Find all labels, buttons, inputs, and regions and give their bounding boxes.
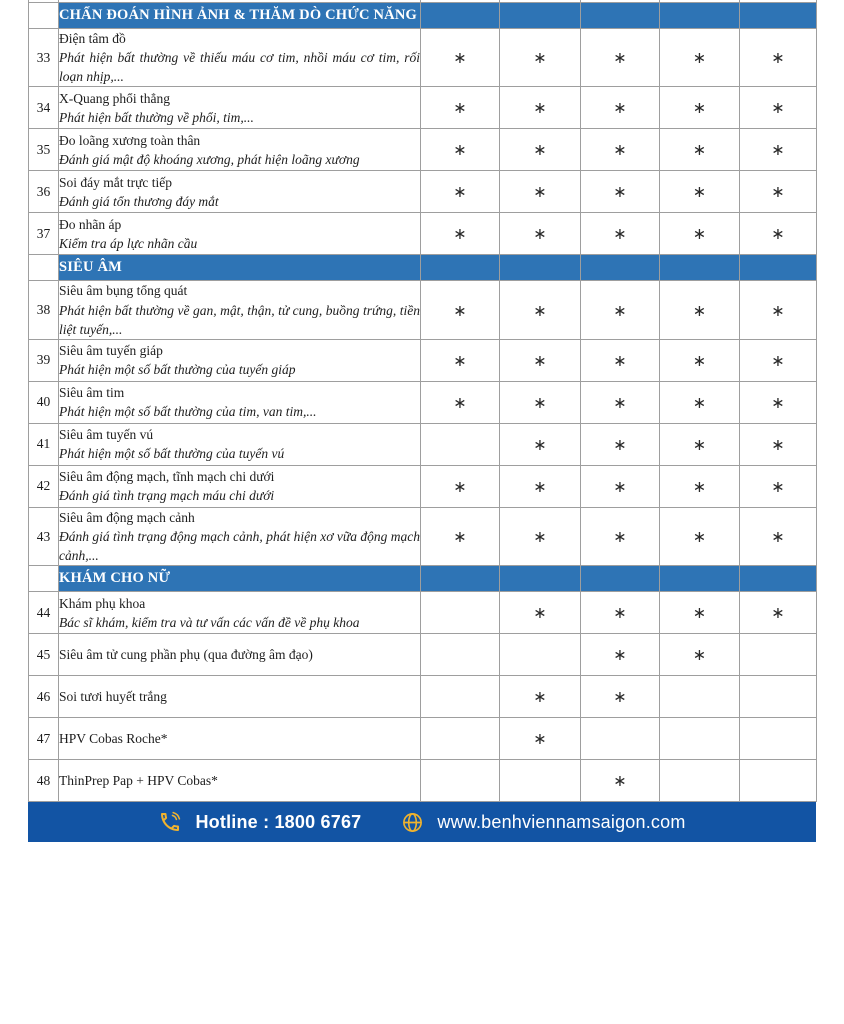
- section-header-row: [29, 255, 817, 281]
- service-description-cell: [59, 381, 421, 423]
- included-asterisk: ∗: [692, 182, 707, 202]
- service-name: HPV Cobas Roche*: [59, 731, 168, 747]
- section-fill-cell: [421, 3, 500, 29]
- package-included-mark-cell: [581, 339, 660, 381]
- package-included-mark-cell: [581, 281, 660, 339]
- package-included-mark-cell: [421, 129, 500, 171]
- package-empty-cell: [421, 592, 500, 634]
- package-included-mark-cell: [500, 339, 581, 381]
- package-included-mark-cell: [740, 281, 817, 339]
- included-asterisk: ∗: [692, 98, 707, 118]
- service-description-cell: [59, 592, 421, 634]
- included-asterisk: ∗: [613, 98, 627, 118]
- section-number-blank-cell: [29, 566, 59, 592]
- package-included-mark-cell: [660, 281, 740, 339]
- included-asterisk: ∗: [771, 392, 785, 412]
- included-asterisk: ∗: [692, 527, 707, 547]
- package-included-mark-cell: [660, 634, 740, 676]
- package-included-mark-cell: [500, 281, 581, 339]
- service-name: Siêu âm bụng tổng quát: [59, 283, 188, 299]
- included-asterisk: ∗: [533, 434, 547, 454]
- service-description-cell: [59, 339, 421, 381]
- package-included-mark-cell: [740, 465, 817, 507]
- package-included-mark-cell: [500, 29, 581, 87]
- package-included-mark-cell: [660, 507, 740, 565]
- package-included-mark-cell: [581, 592, 660, 634]
- included-asterisk: ∗: [453, 476, 467, 496]
- included-asterisk: ∗: [771, 603, 785, 623]
- section-fill-cell: [500, 3, 581, 29]
- section-header-row: [29, 566, 817, 592]
- service-description-cell: [59, 634, 421, 676]
- service-detail: Bác sĩ khám, kiểm tra và tư vấn các vấn đề về phụ khoa: [59, 614, 360, 630]
- section-fill-cell: [740, 3, 817, 29]
- package-included-mark-cell: [740, 129, 817, 171]
- included-asterisk: ∗: [453, 140, 467, 160]
- service-detail: Phát hiện một số bất thường của tim, van tim,...: [59, 404, 317, 420]
- package-included-mark-cell: [421, 281, 500, 339]
- globe-icon: [401, 811, 424, 834]
- row-number: 41: [29, 423, 59, 465]
- package-included-mark-cell: [660, 129, 740, 171]
- included-asterisk: ∗: [692, 392, 707, 412]
- package-empty-cell: [421, 760, 500, 802]
- section-fill-cell: [740, 255, 817, 281]
- included-asterisk: ∗: [453, 392, 467, 412]
- package-included-mark-cell: [660, 29, 740, 87]
- package-included-mark-cell: [500, 87, 581, 129]
- row-number: 48: [29, 760, 59, 802]
- service-row: [29, 339, 817, 381]
- included-asterisk: ∗: [771, 300, 785, 320]
- package-included-mark-cell: [581, 381, 660, 423]
- package-included-mark-cell: [581, 129, 660, 171]
- package-included-mark-cell: [581, 676, 660, 718]
- row-number: 34: [29, 87, 59, 129]
- included-asterisk: ∗: [533, 98, 547, 118]
- service-name: Siêu âm động mạch, tĩnh mạch chi dưới: [59, 469, 275, 485]
- section-fill-cell: [660, 255, 740, 281]
- included-asterisk: ∗: [613, 434, 627, 454]
- service-description-cell: [59, 676, 421, 718]
- package-included-mark-cell: [581, 213, 660, 255]
- package-included-mark-cell: [740, 171, 817, 213]
- included-asterisk: ∗: [771, 48, 785, 68]
- package-included-mark-cell: [500, 423, 581, 465]
- service-name: Đo nhãn áp: [59, 216, 122, 232]
- included-asterisk: ∗: [692, 350, 707, 370]
- package-empty-cell: [740, 676, 817, 718]
- phone-icon: [158, 810, 182, 834]
- service-detail: Phát hiện bất thường về gan, mật, thận, tử cung, buồng trứng, tiền liệt tuyến,...: [59, 302, 420, 337]
- package-included-mark-cell: [421, 507, 500, 565]
- package-empty-cell: [421, 718, 500, 760]
- hotline-text: Hotline : 1800 6767: [195, 811, 362, 832]
- service-row: [29, 129, 817, 171]
- package-empty-cell: [740, 760, 817, 802]
- package-included-mark-cell: [500, 507, 581, 565]
- row-number: 37: [29, 213, 59, 255]
- package-empty-cell: [500, 760, 581, 802]
- service-name: Siêu âm tim: [59, 385, 125, 401]
- service-row: [29, 634, 817, 676]
- service-description-cell: [59, 281, 421, 339]
- service-row: [29, 676, 817, 718]
- package-included-mark-cell: [740, 592, 817, 634]
- included-asterisk: ∗: [533, 48, 547, 68]
- included-asterisk: ∗: [692, 434, 707, 454]
- section-fill-cell: [740, 566, 817, 592]
- service-detail: Đánh giá tình trạng mạch máu chi dưới: [59, 488, 275, 504]
- service-name: Soi đáy mắt trực tiếp: [59, 174, 173, 190]
- service-row: [29, 281, 817, 339]
- package-included-mark-cell: [421, 29, 500, 87]
- included-asterisk: ∗: [613, 771, 627, 791]
- included-asterisk: ∗: [613, 687, 627, 707]
- package-included-mark-cell: [500, 129, 581, 171]
- package-included-mark-cell: [660, 423, 740, 465]
- service-row: [29, 507, 817, 565]
- included-asterisk: ∗: [533, 392, 547, 412]
- package-included-mark-cell: [581, 87, 660, 129]
- package-included-mark-cell: [581, 29, 660, 87]
- section-fill-cell: [500, 255, 581, 281]
- row-number: 40: [29, 381, 59, 423]
- package-included-mark-cell: [421, 339, 500, 381]
- included-asterisk: ∗: [453, 224, 467, 244]
- included-asterisk: ∗: [613, 350, 627, 370]
- row-number: 35: [29, 129, 59, 171]
- package-included-mark-cell: [421, 213, 500, 255]
- service-detail: Đánh giá mật độ khoáng xương, phát hiện loãng xương: [59, 151, 360, 167]
- package-empty-cell: [421, 634, 500, 676]
- service-row: [29, 592, 817, 634]
- included-asterisk: ∗: [613, 476, 627, 496]
- included-asterisk: ∗: [453, 48, 467, 68]
- service-description-cell: [59, 423, 421, 465]
- service-description-cell: [59, 718, 421, 760]
- section-fill-cell: [500, 566, 581, 592]
- package-included-mark-cell: [660, 87, 740, 129]
- package-empty-cell: [660, 676, 740, 718]
- package-included-mark-cell: [740, 423, 817, 465]
- package-included-mark-cell: [581, 507, 660, 565]
- website-text: www.benhviennamsaigon.com: [437, 811, 686, 832]
- package-included-mark-cell: [421, 381, 500, 423]
- included-asterisk: ∗: [613, 182, 627, 202]
- section-title: SIÊU ÂM: [59, 255, 421, 281]
- included-asterisk: ∗: [613, 48, 627, 68]
- service-detail: Đánh giá tình trạng động mạch cảnh, phát hiện xơ vữa động mạch cảnh,...: [59, 529, 420, 564]
- row-number: 38: [29, 281, 59, 339]
- included-asterisk: ∗: [771, 350, 785, 370]
- service-row: [29, 465, 817, 507]
- service-row: [29, 213, 817, 255]
- included-asterisk: ∗: [692, 140, 707, 160]
- package-included-mark-cell: [660, 465, 740, 507]
- section-fill-cell: [581, 3, 660, 29]
- package-included-mark-cell: [740, 29, 817, 87]
- service-description-cell: [59, 760, 421, 802]
- included-asterisk: ∗: [533, 140, 547, 160]
- row-number: 33: [29, 29, 59, 87]
- row-number: 43: [29, 507, 59, 565]
- included-asterisk: ∗: [692, 603, 707, 623]
- row-number: 44: [29, 592, 59, 634]
- service-description-cell: [59, 171, 421, 213]
- included-asterisk: ∗: [771, 434, 785, 454]
- package-empty-cell: [660, 760, 740, 802]
- service-name: Điện tâm đồ: [59, 31, 126, 46]
- included-asterisk: ∗: [692, 300, 707, 320]
- health-package-services-table: [28, 0, 817, 802]
- package-included-mark-cell: [421, 171, 500, 213]
- section-number-blank-cell: [29, 3, 59, 29]
- service-row: [29, 760, 817, 802]
- section-fill-cell: [581, 255, 660, 281]
- section-header-row: [29, 3, 817, 29]
- section-number-blank-cell: [29, 255, 59, 281]
- included-asterisk: ∗: [453, 527, 467, 547]
- service-description-cell: [59, 507, 421, 565]
- included-asterisk: ∗: [613, 527, 627, 547]
- service-row: [29, 381, 817, 423]
- package-included-mark-cell: [500, 381, 581, 423]
- section-title: CHẨN ĐOÁN HÌNH ẢNH & THĂM DÒ CHỨC NĂNG: [59, 3, 421, 29]
- service-name: ThinPrep Pap + HPV Cobas*: [59, 773, 218, 789]
- included-asterisk: ∗: [453, 182, 467, 202]
- package-included-mark-cell: [660, 381, 740, 423]
- included-asterisk: ∗: [692, 476, 707, 496]
- row-number: 45: [29, 634, 59, 676]
- package-included-mark-cell: [421, 465, 500, 507]
- included-asterisk: ∗: [453, 300, 467, 320]
- service-row: [29, 718, 817, 760]
- package-included-mark-cell: [660, 339, 740, 381]
- included-asterisk: ∗: [771, 476, 785, 496]
- section-fill-cell: [421, 255, 500, 281]
- package-included-mark-cell: [500, 465, 581, 507]
- service-name: X-Quang phổi thẳng: [59, 90, 170, 106]
- package-empty-cell: [581, 718, 660, 760]
- package-included-mark-cell: [660, 592, 740, 634]
- package-included-mark-cell: [581, 760, 660, 802]
- package-included-mark-cell: [500, 676, 581, 718]
- included-asterisk: ∗: [771, 98, 785, 118]
- included-asterisk: ∗: [453, 98, 467, 118]
- row-number: 36: [29, 171, 59, 213]
- included-asterisk: ∗: [692, 48, 707, 68]
- page-content: [28, 0, 816, 842]
- package-included-mark-cell: [581, 634, 660, 676]
- included-asterisk: ∗: [533, 476, 547, 496]
- included-asterisk: ∗: [533, 300, 547, 320]
- service-name: Siêu âm tử cung phần phụ (qua đường âm đạo): [59, 647, 313, 663]
- service-detail: Phát hiện bất thường về phổi, tim,...: [59, 109, 254, 125]
- service-detail: Phát hiện bất thường về thiếu máu cơ tim, nhồi máu cơ tim, rối loạn nhịp,...: [59, 50, 420, 85]
- service-description-cell: [59, 87, 421, 129]
- included-asterisk: ∗: [533, 224, 547, 244]
- service-row: [29, 423, 817, 465]
- section-fill-cell: [660, 3, 740, 29]
- service-detail: Phát hiện một số bất thường của tuyến vú: [59, 446, 285, 462]
- package-included-mark-cell: [421, 87, 500, 129]
- included-asterisk: ∗: [771, 182, 785, 202]
- package-empty-cell: [500, 634, 581, 676]
- service-name: Khám phụ khoa: [59, 595, 146, 611]
- included-asterisk: ∗: [613, 300, 627, 320]
- service-detail: Phát hiện một số bất thường của tuyến giáp: [59, 362, 296, 378]
- package-included-mark-cell: [500, 718, 581, 760]
- included-asterisk: ∗: [533, 729, 547, 749]
- included-asterisk: ∗: [692, 224, 707, 244]
- included-asterisk: ∗: [533, 182, 547, 202]
- included-asterisk: ∗: [613, 603, 627, 623]
- included-asterisk: ∗: [613, 140, 627, 160]
- section-fill-cell: [660, 566, 740, 592]
- package-empty-cell: [660, 718, 740, 760]
- included-asterisk: ∗: [771, 527, 785, 547]
- package-included-mark-cell: [660, 171, 740, 213]
- row-number: 42: [29, 465, 59, 507]
- package-included-mark-cell: [581, 465, 660, 507]
- service-detail: Kiểm tra áp lực nhãn cầu: [59, 235, 198, 251]
- footer-bar: [28, 802, 816, 842]
- service-description-cell: [59, 129, 421, 171]
- package-included-mark-cell: [660, 213, 740, 255]
- included-asterisk: ∗: [453, 350, 467, 370]
- service-row: [29, 29, 817, 87]
- package-empty-cell: [421, 676, 500, 718]
- service-name: Siêu âm tuyến giáp: [59, 343, 163, 359]
- included-asterisk: ∗: [613, 645, 627, 665]
- service-name: Soi tươi huyết trắng: [59, 689, 167, 705]
- section-fill-cell: [421, 566, 500, 592]
- service-row: [29, 171, 817, 213]
- service-description-cell: [59, 29, 421, 87]
- included-asterisk: ∗: [533, 527, 547, 547]
- service-name: Siêu âm tuyến vú: [59, 427, 154, 443]
- included-asterisk: ∗: [533, 603, 547, 623]
- service-name: Siêu âm động mạch cảnh: [59, 509, 195, 525]
- package-included-mark-cell: [740, 339, 817, 381]
- included-asterisk: ∗: [533, 350, 547, 370]
- package-included-mark-cell: [740, 213, 817, 255]
- package-included-mark-cell: [581, 171, 660, 213]
- package-included-mark-cell: [500, 592, 581, 634]
- included-asterisk: ∗: [613, 392, 627, 412]
- service-row: [29, 87, 817, 129]
- section-title: KHÁM CHO NỮ: [59, 566, 421, 592]
- package-included-mark-cell: [500, 171, 581, 213]
- service-description-cell: [59, 465, 421, 507]
- package-included-mark-cell: [581, 423, 660, 465]
- package-empty-cell: [421, 423, 500, 465]
- package-empty-cell: [740, 718, 817, 760]
- package-included-mark-cell: [740, 87, 817, 129]
- row-number: 47: [29, 718, 59, 760]
- included-asterisk: ∗: [771, 224, 785, 244]
- service-name: Đo loãng xương toàn thân: [59, 132, 201, 148]
- service-detail: Đánh giá tổn thương đáy mắt: [59, 193, 219, 209]
- included-asterisk: ∗: [533, 687, 547, 707]
- package-included-mark-cell: [740, 507, 817, 565]
- row-number: 46: [29, 676, 59, 718]
- package-included-mark-cell: [500, 213, 581, 255]
- included-asterisk: ∗: [692, 645, 707, 665]
- package-empty-cell: [740, 634, 817, 676]
- included-asterisk: ∗: [613, 224, 627, 244]
- section-fill-cell: [581, 566, 660, 592]
- package-included-mark-cell: [740, 381, 817, 423]
- included-asterisk: ∗: [771, 140, 785, 160]
- service-description-cell: [59, 213, 421, 255]
- row-number: 39: [29, 339, 59, 381]
